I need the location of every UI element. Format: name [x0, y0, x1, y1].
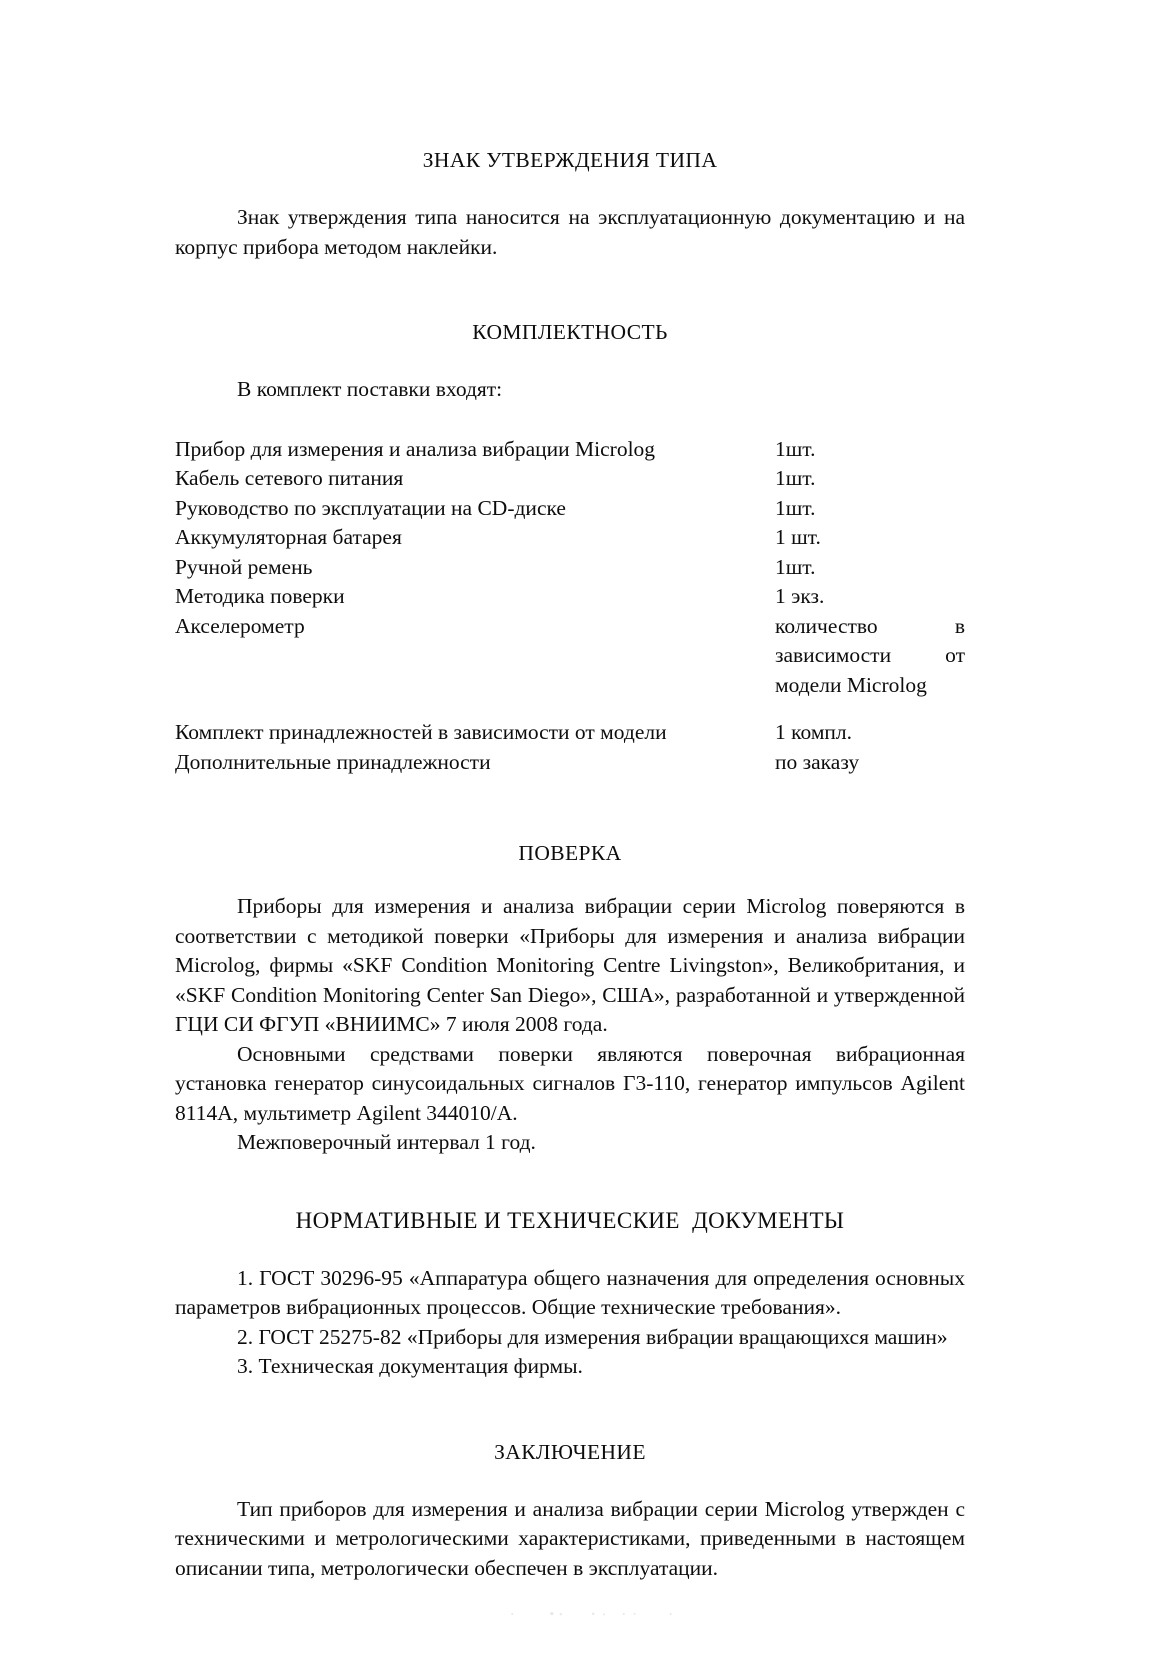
kit-item-name: Акселерометр [175, 613, 305, 638]
document-item: 3. Техническая документация фирмы. [237, 1354, 583, 1378]
table-row [175, 494, 965, 524]
table-row [175, 700, 965, 748]
document-body [175, 148, 965, 1583]
verification-paragraph-2: Основными средствами поверки являются поверочная вибрационная установка генератор синусоидальных сигналов Г3-110, генератор импульсов Agilent 8114А, мультиметр Agilent 344010/А. [175, 1041, 965, 1125]
kit-item-name: Аккумуляторная батарея [175, 525, 402, 549]
table-row [175, 464, 965, 494]
table-row [175, 553, 965, 583]
kit-item-qty: 1шт. [775, 495, 816, 520]
kit-item-qty-line: зависимости от [775, 643, 965, 667]
kit-item-qty: 1 компл. [775, 720, 853, 744]
section-title-documents: НОРМАТИВНЫЕ И ТЕХНИЧЕСКИЕ ДОКУМЕНТЫ [295, 1207, 845, 1233]
kit-item-qty: 1шт. [775, 554, 816, 579]
completeness-intro: В комплект поставки входят: [237, 377, 503, 401]
kit-item-qty-line: количество в [775, 613, 965, 638]
scan-artifact [505, 1612, 685, 1616]
table-row [175, 435, 965, 465]
table-row [175, 523, 965, 553]
kit-item-qty: 1шт. [775, 466, 816, 490]
table-row [175, 582, 965, 612]
kit-item-qty: 1 экз. [775, 584, 825, 608]
kit-item-qty-line: модели Microlog [775, 672, 927, 697]
approval-mark-paragraph: Знак утверждения типа наносится на эксплуатационную документацию и на корпус прибора методом наклейки. [175, 205, 965, 259]
document-item: 2. ГОСТ 25275-82 «Приборы для измерения вибрации вращающихся машин» [237, 1324, 948, 1349]
completeness-table [175, 435, 965, 778]
section-title-approval-mark: ЗНАК УТВЕРЖДЕНИЯ ТИПА [422, 148, 718, 172]
section-title-verification: ПОВЕРКА [518, 841, 622, 865]
kit-item-qty-multiline [775, 612, 965, 701]
section-title-conclusion: ЗАКЛЮЧЕНИЕ [494, 1439, 646, 1464]
kit-item-qty: 1 шт. [775, 525, 821, 549]
verification-paragraph-1: Приборы для измерения и анализа вибрации серии Microlog поверяются в соответствии с методикой поверки «Приборы для измерения и анализа вибрации Microlog, фирмы «SKF Condition Monitoring Centre Livingston», Великобритания, и «SKF Condition Monitoring Center San Diego», США», разработанной и утвержденной ГЦИ СИ ФГУП «ВНИИМС» 7 июля 2008 года. [175, 894, 965, 1036]
document-item: 1. ГОСТ 30296-95 «Аппаратура общего назначения для определения основных параметров вибрационных процессов. Общие технические требования». [175, 1265, 965, 1319]
kit-item-name: Ручной ремень [175, 554, 313, 579]
table-row [175, 748, 965, 778]
kit-item-qty: по заказу [775, 749, 860, 774]
conclusion-paragraph: Тип приборов для измерения и анализа вибрации серии Microlog утвержден с техническими и метрологическими характеристиками, приведенными в настоящем описании типа, метрологически обеспечен в эксплуатации. [175, 1496, 965, 1580]
kit-item-name: Комплект принадлежностей в зависимости от модели [175, 720, 667, 744]
kit-item-name: Прибор для измерения и анализа вибрации Microlog [175, 436, 656, 461]
kit-item-name: Методика поверки [175, 584, 345, 608]
section-title-completeness: КОМПЛЕКТНОСТЬ [472, 320, 668, 344]
table-row [175, 612, 965, 701]
verification-paragraph-3: Межповерочный интервал 1 год. [237, 1130, 536, 1154]
kit-item-name: Руководство по эксплуатации на CD-диске [175, 495, 566, 520]
kit-item-name: Дополнительные принадлежности [175, 749, 491, 774]
kit-item-name: Кабель сетевого питания [175, 466, 404, 490]
kit-item-qty: 1шт. [775, 436, 816, 461]
